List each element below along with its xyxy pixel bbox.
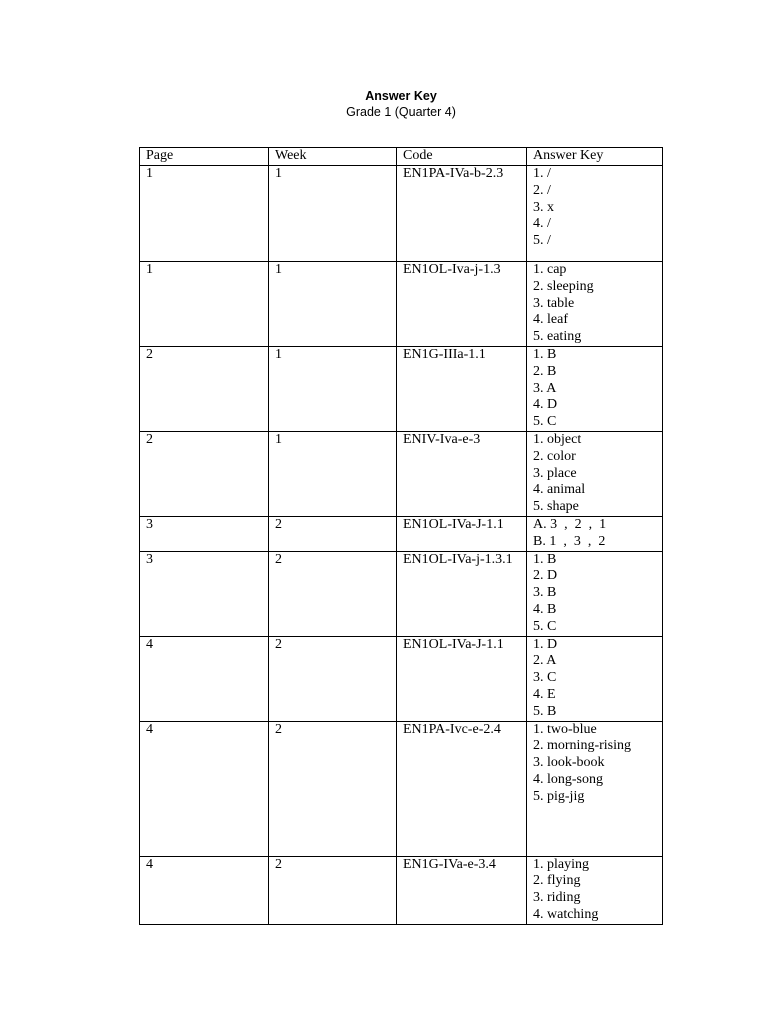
answer-cell	[527, 431, 663, 516]
answer-cell	[527, 262, 663, 347]
answer-line: 5. /	[533, 233, 551, 249]
answer-line: 4. animal	[533, 482, 586, 498]
table-row	[140, 721, 663, 856]
answer-line: 5. eating	[533, 329, 582, 345]
code-cell: ENIV-Iva-e-3	[397, 431, 527, 516]
table-row	[140, 166, 663, 262]
document-subtitle: Grade 1 (Quarter 4)	[346, 105, 456, 119]
answer-cell	[527, 346, 663, 431]
week-cell: 2	[269, 636, 397, 721]
column-header-week: Week	[269, 148, 397, 166]
answer-line: 2. flying	[533, 873, 581, 889]
answer-cell	[527, 516, 663, 551]
answer-line: 4. B	[533, 601, 557, 617]
column-header-code: Code	[397, 148, 527, 166]
week-cell: 2	[269, 721, 397, 856]
page-cell: 1	[140, 166, 269, 262]
code-cell: EN1G-IIIa-1.1	[397, 346, 527, 431]
table-row	[140, 262, 663, 347]
page-cell: 2	[140, 346, 269, 431]
answer-line: 4. D	[533, 397, 558, 413]
answer-line: 1. two-blue	[533, 721, 597, 737]
answer-line: 4. /	[533, 216, 551, 232]
code-cell: EN1OL-IVa-J-1.1	[397, 516, 527, 551]
answer-line: 2. morning-rising	[533, 738, 631, 754]
code-cell: EN1PA-IVa-b-2.3	[397, 166, 527, 262]
week-cell: 2	[269, 551, 397, 636]
answer-line: 5. B	[533, 703, 557, 719]
week-cell: 1	[269, 346, 397, 431]
answer-line: 5. C	[533, 414, 557, 430]
answer-line: 1. cap	[533, 262, 567, 277]
answer-line: 5. C	[533, 618, 557, 634]
week-cell: 2	[269, 856, 397, 924]
week-cell: 2	[269, 516, 397, 551]
week-cell: 1	[269, 166, 397, 262]
document-title: Answer Key	[365, 89, 437, 103]
table-header-row	[140, 148, 663, 166]
answer-line: 3. C	[533, 670, 557, 686]
week-cell: 1	[269, 262, 397, 347]
table-row	[140, 856, 663, 924]
answer-line: 4. watching	[533, 906, 599, 922]
code-cell: EN1PA-Ivc-e-2.4	[397, 721, 527, 856]
page-cell: 4	[140, 636, 269, 721]
answer-cell	[527, 636, 663, 721]
answer-line: 4. leaf	[533, 312, 568, 328]
answer-key-table	[139, 147, 663, 925]
answer-line: 1. D	[533, 636, 558, 652]
code-cell: EN1OL-IVa-j-1.3.1	[397, 551, 527, 636]
answer-line: 1. /	[533, 166, 551, 181]
column-header-answer-key: Answer Key	[527, 148, 663, 166]
answer-cell	[527, 166, 663, 262]
page-cell: 4	[140, 856, 269, 924]
answer-line: 3. B	[533, 585, 557, 601]
code-cell: EN1G-IVa-e-3.4	[397, 856, 527, 924]
page-cell: 3	[140, 551, 269, 636]
document-header	[0, 88, 768, 120]
answer-line: 1. B	[533, 551, 557, 567]
answer-line: 2. A	[533, 653, 557, 669]
answer-line: 3. place	[533, 465, 577, 481]
page-cell: 1	[140, 262, 269, 347]
answer-line: 3. table	[533, 295, 575, 311]
answer-line: 2. B	[533, 363, 557, 379]
answer-line: 4. long-song	[533, 771, 603, 787]
answer-line: 1. B	[533, 346, 557, 362]
code-cell: EN1OL-IVa-J-1.1	[397, 636, 527, 721]
answer-line: 5. pig-jig	[533, 788, 585, 804]
table-row	[140, 431, 663, 516]
answer-line: 3. riding	[533, 890, 581, 906]
answer-cell	[527, 856, 663, 924]
column-header-page: Page	[140, 148, 269, 166]
answer-line: A. 3 , 2 , 1	[533, 516, 607, 532]
answer-line: 2. sleeping	[533, 278, 594, 294]
code-cell: EN1OL-Iva-j-1.3	[397, 262, 527, 347]
answer-line: 2. color	[533, 448, 576, 464]
answer-line: 1. playing	[533, 856, 589, 872]
answer-cell	[527, 551, 663, 636]
page-cell: 2	[140, 431, 269, 516]
answer-line: 3. look-book	[533, 755, 605, 771]
week-cell: 1	[269, 431, 397, 516]
answer-line: 5. shape	[533, 499, 579, 515]
answer-line: 4. E	[533, 686, 556, 702]
table-row	[140, 516, 663, 551]
page-cell: 3	[140, 516, 269, 551]
page-cell: 4	[140, 721, 269, 856]
answer-cell	[527, 721, 663, 856]
answer-line: 3. x	[533, 199, 554, 215]
table-row	[140, 636, 663, 721]
answer-line: 2. /	[533, 182, 551, 198]
table-row	[140, 551, 663, 636]
table-row	[140, 346, 663, 431]
answer-line: B. 1 , 3 , 2	[533, 533, 606, 549]
answer-line: 3. A	[533, 380, 557, 396]
answer-line: 2. D	[533, 568, 558, 584]
answer-line: 1. object	[533, 431, 582, 447]
